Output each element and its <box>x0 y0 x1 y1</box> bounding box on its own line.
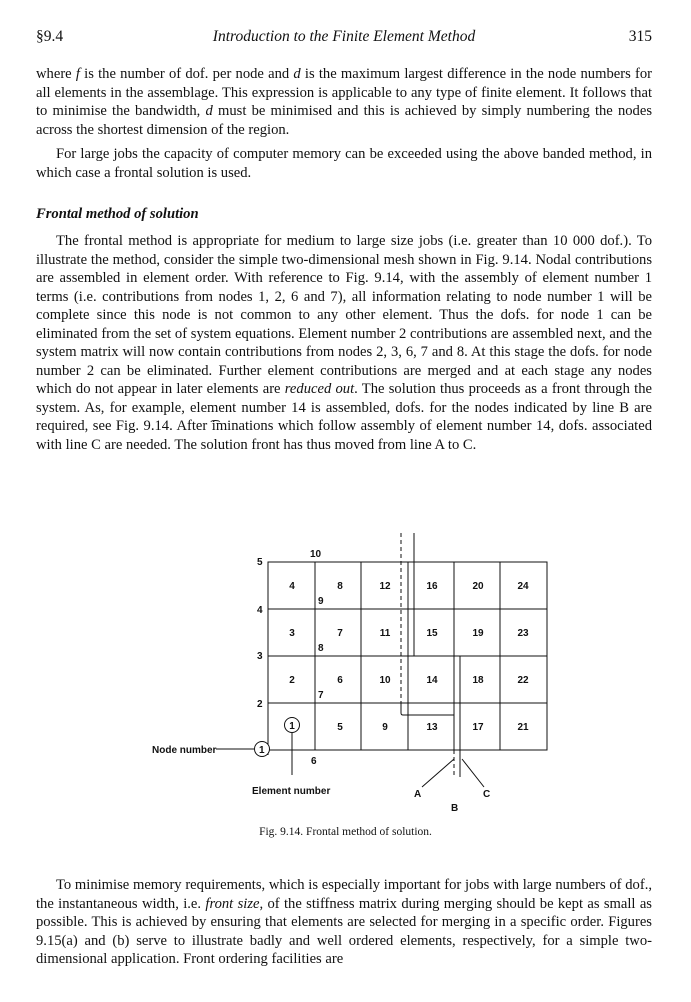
figure-caption: Fig. 9.14. Frontal method of solution. <box>259 826 432 838</box>
paragraph-large-jobs: For large jobs the capacity of computer memory can be exceeded using the above banded method, in which case a frontal solution is used. <box>36 146 652 181</box>
element-label: 19 <box>472 628 484 639</box>
node-label: 5 <box>257 557 263 568</box>
element-label: 20 <box>472 581 484 592</box>
node-label: 6 <box>311 756 317 767</box>
line-c-label: C <box>483 789 491 800</box>
paragraph-front-size: To minimise memory requirements, which is especially important for jobs with large numbers of dof., the instantaneous width, i.e. front size, of the stiffness matrix during merging should be kept as small as possible. This is achieved by ensuring that elements are selected for merging in a specific order. Figures 9.15(a) and (b) serve to illustrate badly and well ordered elements, respectively, for a simple two-dimensional application. Front ordering facilities are <box>36 877 652 967</box>
node-number-label: Node number <box>152 745 217 756</box>
node-label: 9 <box>318 596 324 607</box>
element-label: 1 <box>289 721 295 732</box>
element-label: 3 <box>289 628 295 639</box>
node-label: 10 <box>310 549 322 560</box>
element-label: 5 <box>337 722 343 733</box>
node-label: 7 <box>318 690 324 701</box>
running-title: Introduction to the Finite Element Method <box>212 28 476 45</box>
element-label: 16 <box>426 581 438 592</box>
element-label: 22 <box>517 675 529 686</box>
element-label: 8 <box>337 581 343 592</box>
element-label: 14 <box>426 675 438 686</box>
page-header <box>36 28 652 52</box>
line-b-label: B <box>451 803 459 814</box>
section-number: §9.4 <box>36 28 64 45</box>
element-label: 17 <box>472 722 484 733</box>
node-label: 3 <box>257 651 263 662</box>
element-label: 2 <box>289 675 295 686</box>
paragraph-bandwidth: where f is the number of dof. per node and d is the maximum largest difference in the node numbers for all elements in the assemblage. This expression is applicable to any type of finite element. It follows that to minimise the bandwidth, d must be minimised and this is achieved by simply numbering the nodes across the shortest dimension of the region. <box>36 66 653 138</box>
element-label: 21 <box>517 722 529 733</box>
element-label: 24 <box>517 581 529 592</box>
page-number: 315 <box>628 28 652 45</box>
element-label: 23 <box>517 628 529 639</box>
element-label: 7 <box>337 628 343 639</box>
paragraph-frontal-method: The frontal method is appropriate for medium to large size jobs (i.e. greater than 10 000 dof.). To illustrate the method, consider the simple two-dimensional mesh shown in Fig. 9.14. Nodal contributions are assembled in element order. With reference to Fig. 9.14, with the assembly of element number 1 terms (i.e. contributions from nodes 1, 2, 6 and 7), all information relating to node number 1 will be complete since this node is not common to any other element. Thus the dofs. for node 1 can be eliminated from the set of system equations. Element number 2 contributions are assembled next, and the system matrix will now contain contributions from nodes 2, 3, 6, 7 and 8. At this stage the dofs. for node number 2 can be eliminated. Further element contributions are merged and at each stage any nodes which do not appear in later elements are reduced out. The solution thus proceeds as a front through the system. As, for example, element number 14 is assembled, dofs. for the nodes indicated by line B are required, see Fig. 9.14. After ͡iminations which follow assembly of element number 14, dofs. associated with line C are needed. The solution front has thus moved from line A to C. <box>36 233 652 453</box>
element-label: 11 <box>379 628 391 639</box>
section-heading: Frontal method of solution <box>36 206 199 222</box>
line-a-label: A <box>414 789 422 800</box>
element-label: 4 <box>289 581 295 592</box>
element-label: 13 <box>426 722 438 733</box>
node-label: 2 <box>257 699 263 710</box>
frontal-mesh-figure <box>0 525 691 825</box>
element-label: 18 <box>472 675 484 686</box>
element-number-label: Element number <box>252 786 331 797</box>
element-label: 6 <box>337 675 343 686</box>
element-label: 10 <box>379 675 391 686</box>
node-label: 4 <box>257 605 263 616</box>
element-label: 15 <box>426 628 438 639</box>
node-label: 1 <box>259 745 265 756</box>
node-label: 8 <box>318 643 324 654</box>
element-label: 12 <box>379 581 391 592</box>
element-label: 9 <box>382 722 388 733</box>
